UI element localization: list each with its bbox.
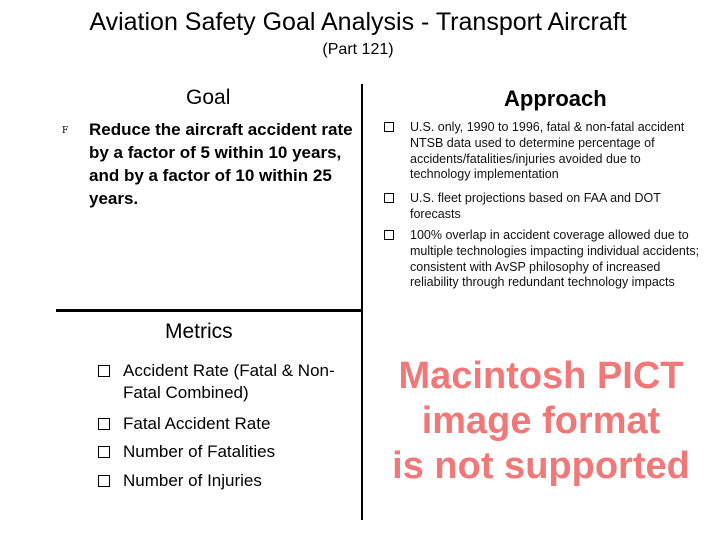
metric-item-text: Number of Fatalities — [123, 442, 276, 461]
approach-item — [384, 191, 704, 223]
checkbox-square-icon — [98, 365, 110, 377]
approach-item-text: U.S. only, 1990 to 1996, fatal & non-fatal accident NTSB data used to determine percentage of accidents/fatalities/injuries avoided due to technology implementation — [410, 120, 685, 182]
checkbox-square-icon — [98, 418, 110, 430]
metric-item-text: Number of Injuries — [123, 471, 262, 490]
approach-heading: Approach — [504, 86, 607, 111]
checkbox-square-icon — [384, 122, 394, 132]
page-title: Aviation Safety Goal Analysis - Transport Aircraft — [89, 8, 627, 36]
approach-item-text: U.S. fleet projections based on FAA and DOT forecasts — [410, 191, 661, 221]
checkbox-square-icon — [384, 193, 394, 203]
unsupported-image-placeholder — [362, 354, 720, 489]
metric-item-text: Fatal Accident Rate — [123, 414, 271, 433]
metric-item-text: Accident Rate (Fatal & Non-Fatal Combined) — [123, 361, 335, 402]
page-subtitle: (Part 121) — [322, 41, 394, 58]
checkbox-square-icon — [98, 446, 110, 458]
goal-bullet-icon: F — [62, 126, 69, 136]
checkbox-square-icon — [384, 230, 394, 240]
approach-item — [384, 228, 704, 291]
placeholder-line: Macintosh PICT — [398, 355, 684, 397]
goal-heading: Goal — [186, 86, 231, 109]
checkbox-square-icon — [98, 475, 110, 487]
metric-item — [98, 470, 348, 492]
metric-item — [98, 441, 348, 463]
approach-item — [384, 120, 704, 183]
placeholder-line: is not supported — [392, 445, 690, 487]
horizontal-divider — [56, 309, 363, 312]
goal-text: Reduce the aircraft accident rate by a factor of 5 within 10 years, and by a factor of 10 within 25 years. — [89, 120, 353, 208]
placeholder-line: image format — [421, 400, 661, 442]
metric-item — [98, 413, 348, 435]
metric-item — [98, 360, 348, 404]
approach-item-text: 100% overlap in accident coverage allowed due to multiple technologies impacting individual accidents; consistent with AvSP philosophy of increased reliability through redundant technology impacts — [410, 228, 700, 290]
metrics-heading: Metrics — [165, 320, 233, 343]
